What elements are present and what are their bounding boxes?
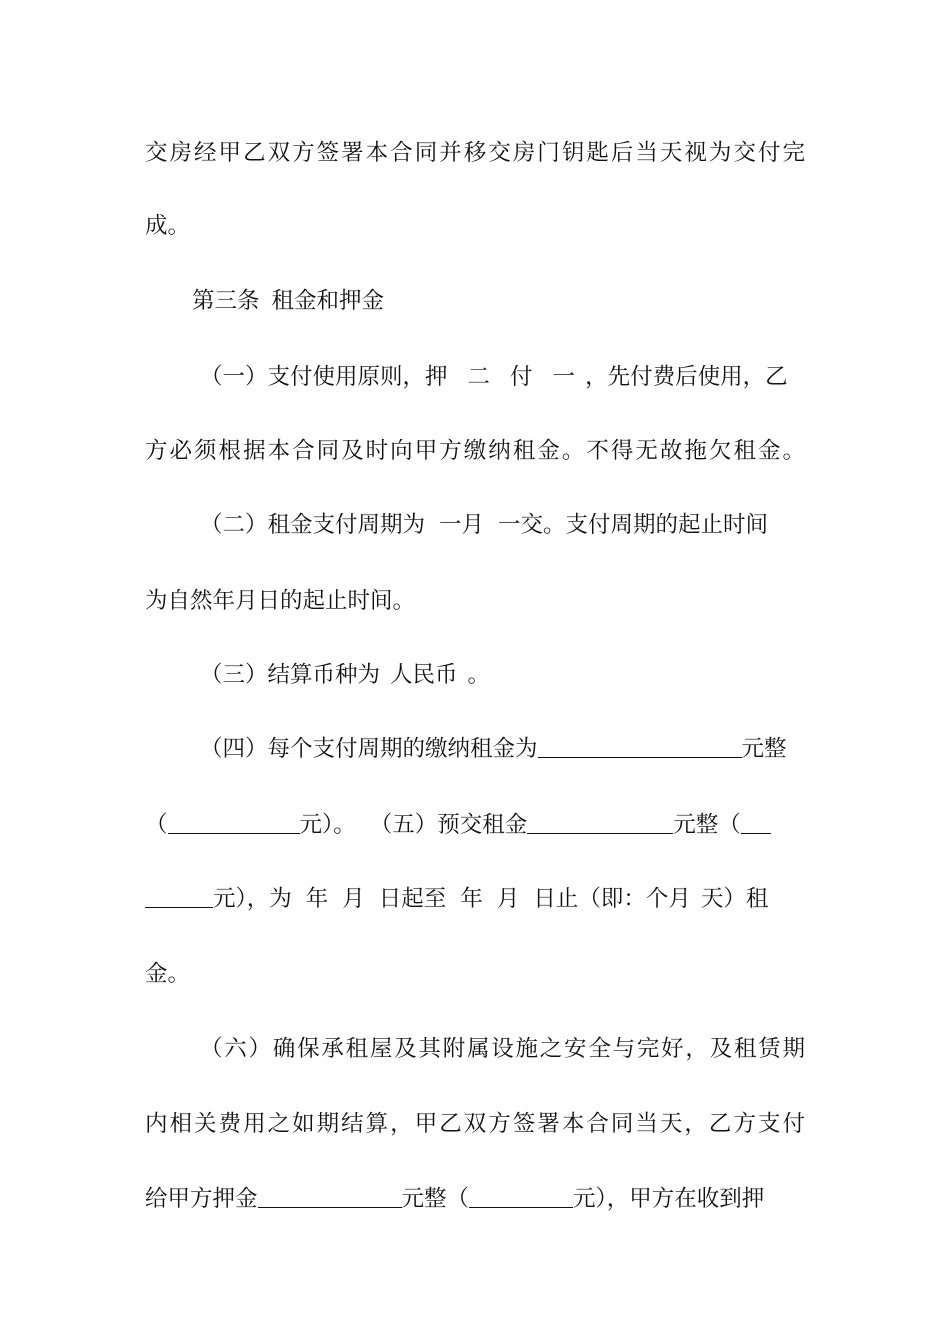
text-span: 元整 xyxy=(741,736,787,762)
paragraph-delivery-line-2 xyxy=(145,211,805,241)
clause-6-line-1 xyxy=(200,1034,805,1064)
text-span: 天）租 xyxy=(700,886,769,912)
clause-6-line-3 xyxy=(145,1184,805,1214)
text-span: 年 xyxy=(305,886,329,912)
clause-6-line-2 xyxy=(145,1109,805,1139)
clause-5-line-2 xyxy=(145,884,805,914)
article-heading xyxy=(192,286,805,316)
text-span: 元整（ xyxy=(401,1186,470,1212)
text-span: 交房经甲乙双方签署本合同并移交房门钥匙后当天视为交付完 xyxy=(145,140,805,166)
amount-blank[interactable] xyxy=(538,735,742,758)
clause-5-line-3 xyxy=(145,959,805,989)
text-span: 年 xyxy=(460,886,483,912)
text-span: 内相关费用之如期结算，甲乙双方签署本合同当天，乙方支付 xyxy=(145,1111,805,1137)
text-span: （一）支付使用原则，押 xyxy=(200,364,448,390)
amount-blank[interactable] xyxy=(258,1185,402,1208)
text-span: （ xyxy=(145,812,168,838)
text-span: （二）租金支付周期为 xyxy=(200,512,426,538)
text-span: 元），为 xyxy=(213,886,292,912)
clause-4-5-line xyxy=(145,810,805,840)
text-span: （三）结算币种为 xyxy=(200,662,381,688)
text-span: 成。 xyxy=(145,213,191,239)
text-span: 日止（即：个月 xyxy=(533,886,691,912)
text-span: 元），甲方在收到押 xyxy=(573,1186,765,1212)
text-span: 金。 xyxy=(145,961,191,987)
text-span: 月 xyxy=(342,886,365,912)
amount-blank[interactable] xyxy=(469,1185,573,1208)
text-span: （六）确保承租屋及其附属设施之安全与完好，及租赁期 xyxy=(200,1036,805,1062)
article-number: 第三条 xyxy=(192,288,260,314)
text-span: 人民币 xyxy=(390,662,458,688)
amount-blank[interactable] xyxy=(145,885,213,908)
text-span: 一交。支付周期的起止时间 xyxy=(498,512,769,538)
clause-3-line-1 xyxy=(200,660,813,690)
text-span: 方必须根据本合同及时向甲方缴纳租金。不得无故拖欠租金。 xyxy=(145,438,805,464)
text-span: （五）预交租金 xyxy=(369,812,528,838)
clause-1-line-1 xyxy=(200,362,813,392)
text-span: 付 xyxy=(510,364,533,390)
clause-2-line-2 xyxy=(145,586,805,616)
clause-2-line-1 xyxy=(200,510,813,540)
text-span: 。 xyxy=(467,662,491,688)
clause-1-line-2 xyxy=(145,436,805,466)
amount-blank[interactable] xyxy=(527,811,673,834)
text-span: 为自然年月日的起止时间。 xyxy=(145,588,416,614)
text-span: 一月 xyxy=(439,512,485,538)
text-span: 月 xyxy=(496,886,520,912)
text-span: 一 xyxy=(552,364,576,390)
text-span: 元整（ xyxy=(673,812,741,838)
text-span: （四）每个支付周期的缴纳租金为 xyxy=(200,736,538,762)
text-span: 日起至 xyxy=(378,886,447,912)
clause-4-line-1 xyxy=(200,734,813,764)
amount-blank[interactable] xyxy=(168,811,300,834)
text-span: ，先付费后使用，乙 xyxy=(585,364,788,390)
article-title: 租金和押金 xyxy=(271,288,385,314)
paragraph-delivery-line-1 xyxy=(145,138,805,168)
text-span: 元）。 xyxy=(299,812,356,838)
text-span: 给甲方押金 xyxy=(145,1186,258,1212)
amount-blank[interactable] xyxy=(741,811,771,834)
text-span: 二 xyxy=(467,364,491,390)
